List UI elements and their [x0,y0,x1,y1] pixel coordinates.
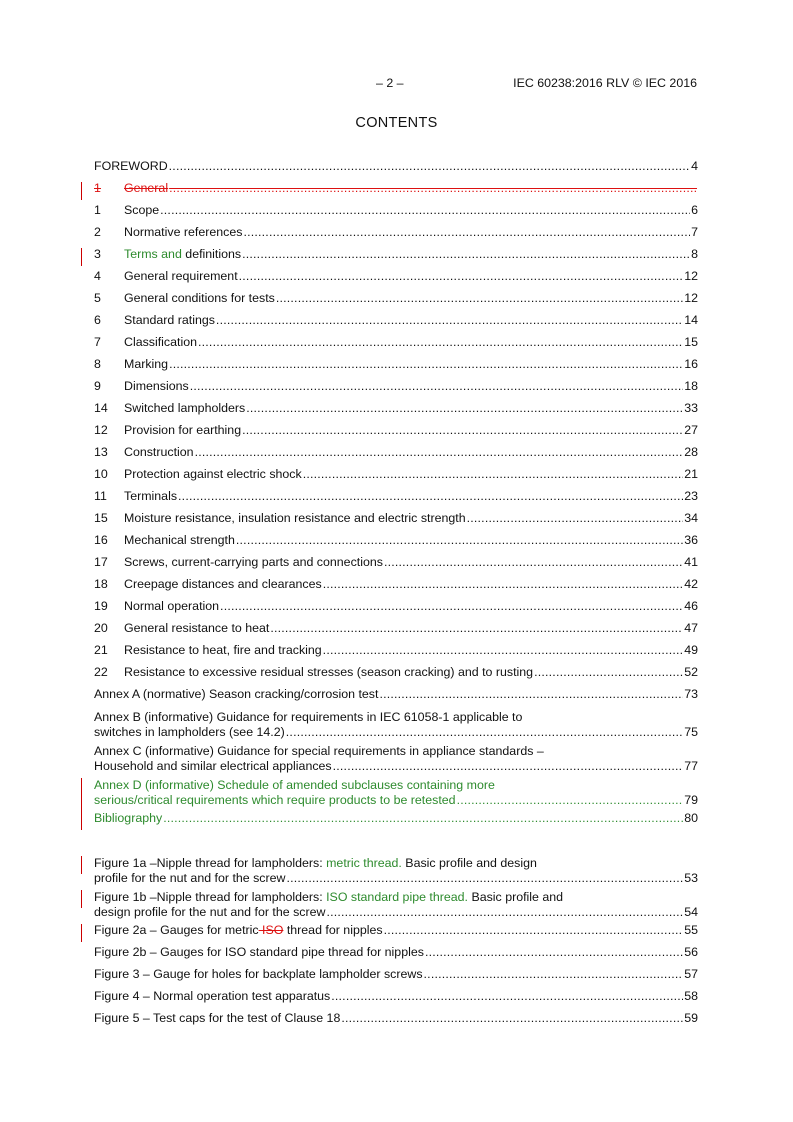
clause-title: Terms and definitions [124,247,242,261]
clause-title: Resistance to heat, fire and tracking [124,643,322,657]
clause-page: 7 [691,225,698,239]
toc-entry-clause[interactable] [94,510,698,532]
toc-entry-clause[interactable] [94,356,698,378]
clause-page: 6 [691,203,698,217]
clause-number: 15 [94,511,108,525]
clause-number: 7 [94,335,101,349]
clause-page: 12 [684,269,698,283]
clause-page: 8 [691,247,698,261]
clause-number: 6 [94,313,101,327]
change-bar [81,778,82,812]
clause-page: 28 [684,445,698,459]
clause-number: 5 [94,291,101,305]
clause-title: Scope [124,203,160,217]
toc-entry-annex-d[interactable]: Annex D (informative) Schedule of amended subclauses containing more serious/critical requirements which require products to be retested ..... 79 [94,776,698,810]
toc-entry-clause[interactable] [94,246,698,268]
clause-page: 12 [684,291,698,305]
toc-entry-figure-1a[interactable]: Figure 1a –Nipple thread for lampholders: metric thread. Basic profile and design profile for the nut and for the screw ..... 53 [94,854,698,888]
toc-entry-clause[interactable] [94,554,698,576]
clause-number: 17 [94,555,108,569]
toc-entry-clause[interactable] [94,378,698,400]
clause-title: Switched lampholders [124,401,246,415]
clause-number: 18 [94,577,108,591]
page-number: – 2 – [376,76,404,90]
clause-title: Normative references [124,225,243,239]
toc-entry-clause[interactable] [94,268,698,290]
toc-entry-clause[interactable] [94,312,698,334]
clause-page: 21 [684,467,698,481]
toc-entry-figure-5[interactable]: Figure 5 – Test caps for the test of Clause 18 ..... 59 [94,1010,698,1032]
toc-entry-foreword[interactable]: FOREWORD ..... 4 [94,158,698,180]
clause-number: 12 [94,423,108,437]
clause-page: 34 [684,511,698,525]
document-reference: IEC 60238:2016 RLV © IEC 2016 [513,76,697,90]
clause-page: 47 [684,621,698,635]
clause-title: Protection against electric shock [124,467,302,481]
toc-entry-figure-2a[interactable]: Figure 2a – Gauges for metric ISO thread for nipples ..... 55 [94,922,698,944]
clause-title: General resistance to heat [124,621,270,635]
toc-entry-clause[interactable] [94,664,698,686]
clause-number: 9 [94,379,101,393]
clause-title: Mechanical strength [124,533,235,547]
change-bar [81,248,82,266]
toc-entry-figure-1b[interactable]: Figure 1b –Nipple thread for lampholders: ISO standard pipe thread. Basic profile and design profile for the nut and for the screw ..... 54 [94,888,698,922]
clause-number: 21 [94,643,108,657]
toc-entry-bibliography[interactable]: Bibliography ..... 80 [94,810,698,832]
toc-entry-annex-a[interactable]: Annex A (normative) Season cracking/corrosion test ..... 73 [94,686,698,708]
clause-number: 19 [94,599,108,613]
toc-entry-clause[interactable] [94,620,698,642]
clause-page: 33 [684,401,698,415]
change-bar [81,856,82,874]
clause-title: Creepage distances and clearances [124,577,322,591]
clause-number: 14 [94,401,108,415]
page-title: CONTENTS [355,115,438,131]
clause-title: Screws, current-carrying parts and connections [124,555,383,569]
clause-number: 2 [94,225,101,239]
clause-page: 15 [684,335,698,349]
toc-entry-clause[interactable] [94,444,698,466]
clause-title: General requirement [124,269,238,283]
clause-number: 3 [94,247,101,261]
toc-entry-clause[interactable] [94,202,698,224]
clause-page: 14 [684,313,698,327]
clause-number: 20 [94,621,108,635]
clause-page: 46 [684,599,698,613]
toc-entry-annex-c[interactable]: Annex C (informative) Guidance for special requirements in appliance standards – Household and similar electrical appliances ..... 77 [94,742,698,776]
clause-page: 52 [684,665,698,679]
toc-entry-clause[interactable] [94,422,698,444]
clause-title: Moisture resistance, insulation resistance and electric strength [124,511,466,525]
clause-title: General conditions for tests [124,291,275,305]
toc-entry-clause[interactable] [94,334,698,356]
clause-number: 22 [94,665,108,679]
toc-entry-clause[interactable] [94,488,698,510]
toc-entry-clause[interactable] [94,642,698,664]
toc-entry-clause[interactable] [94,598,698,620]
toc-entry-deleted-general[interactable]: 1 General ..... [94,180,698,202]
clause-title: Classification [124,335,197,349]
clause-page: 36 [684,533,698,547]
clause-title: Marking [124,357,169,371]
clause-page: 41 [684,555,698,569]
clause-number: 11 [94,489,107,503]
change-bar [81,890,82,908]
clause-number: 8 [94,357,101,371]
table-of-contents [94,158,698,1032]
toc-entry-figure-3[interactable]: Figure 3 – Gauge for holes for backplate lampholder screws ..... 57 [94,966,698,988]
clause-page: 16 [684,357,698,371]
clause-page: 27 [684,423,698,437]
clause-page: 49 [684,643,698,657]
change-bar [81,812,82,830]
clause-title: Terminals [124,489,178,503]
toc-entry-clause[interactable] [94,400,698,422]
clause-title: Normal operation [124,599,220,613]
clause-title: Standard ratings [124,313,215,327]
toc-entry-clause[interactable] [94,290,698,312]
clause-number: 4 [94,269,101,283]
clause-number: 16 [94,533,108,547]
toc-entry-clause[interactable] [94,466,698,488]
clause-number: 10 [94,467,108,481]
page-header [0,76,793,92]
clause-number: 1 [94,203,101,217]
clause-page: 42 [684,577,698,591]
toc-entry-clause[interactable] [94,576,698,598]
clause-page: 18 [684,379,698,393]
clause-page: 23 [684,489,698,503]
clause-title: Resistance to excessive residual stresses (season cracking) and to rusting [124,665,534,679]
toc-entry-figure-2b[interactable]: Figure 2b – Gauges for ISO standard pipe thread for nipples ..... 56 [94,944,698,966]
clause-number: 13 [94,445,108,459]
change-bar [81,924,82,942]
clause-title: Provision for earthing [124,423,242,437]
toc-entry-annex-b[interactable]: Annex B (informative) Guidance for requirements in IEC 61058-1 applicable to switches in lampholders (see 14.2) ..... 75 [94,708,698,742]
toc-entry-figure-4[interactable]: Figure 4 – Normal operation test apparatus ..... 58 [94,988,698,1010]
change-bar [81,182,82,200]
toc-entry-clause[interactable] [94,532,698,554]
toc-entry-clause[interactable] [94,224,698,246]
clause-title: Construction [124,445,194,459]
clause-title: Dimensions [124,379,189,393]
